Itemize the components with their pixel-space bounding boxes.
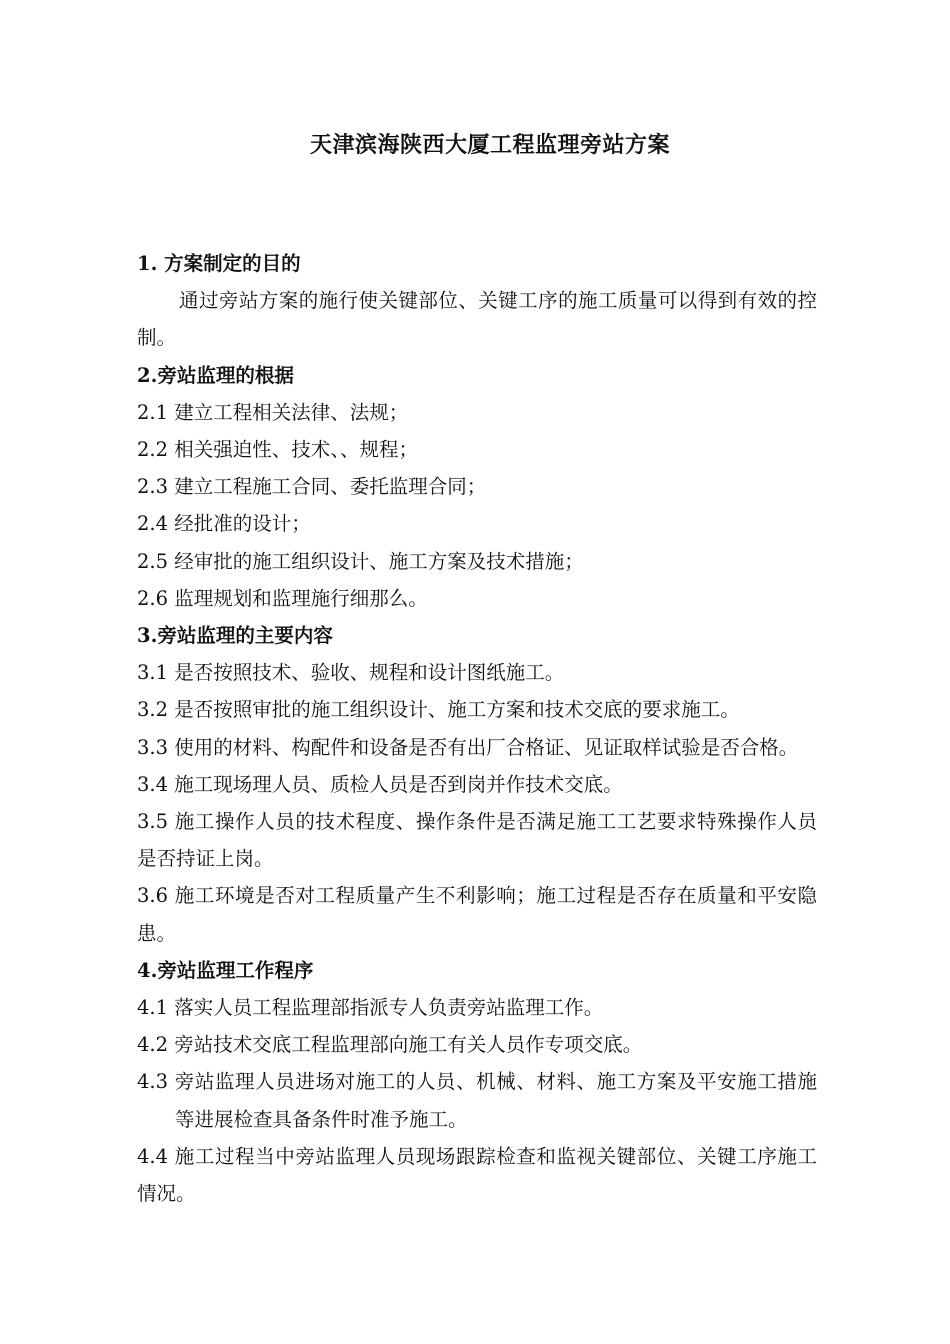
paragraph-purpose: 通过旁站方案的施行使关键部位、关键工序的施工质量可以得到有效的控制。 xyxy=(137,289,817,350)
section-heading-3: 3.旁站监理的主要内容 xyxy=(137,624,333,648)
list-item-3-4: 3.4 施工现场理人员、质检人员是否到岗并作技术交底。 xyxy=(137,772,623,796)
list-item-3-2: 3.2 是否按照审批的施工组织设计、施工方案和技术交底的要求施工。 xyxy=(137,698,740,722)
list-item-2-6: 2.6 监理规划和监理施行细那么。 xyxy=(137,586,428,610)
section-heading-4: 4.旁站监理工作程序 xyxy=(137,958,314,982)
document-title: 天津滨海陕西大厦工程监理旁站方案 xyxy=(309,132,670,158)
list-item-3-1: 3.1 是否按照技术、验收、规程和设计图纸施工。 xyxy=(137,661,565,685)
list-item-3-3: 3.3 使用的材料、构配件和设备是否有出厂合格证、见证取样试验是否合格。 xyxy=(137,735,799,759)
list-item-2-4: 2.4 经批准的设计； xyxy=(137,512,311,536)
list-item-2-2: 2.2 相关强迫性、技术、、规程； xyxy=(137,438,418,462)
list-item-4-3: 4.3 旁站监理人员进场对施工的人员、机械、材料、施工方案及平安施工措施等进展检查具备条件时准予施工。 xyxy=(137,1070,817,1131)
section-heading-2: 2.旁站监理的根据 xyxy=(137,363,294,387)
list-item-2-1: 2.1 建立工程相关法律、法规； xyxy=(137,400,409,424)
section-heading-1: 1. 方案制定的目的 xyxy=(137,252,301,275)
list-item-2-5: 2.5 经审批的施工组织设计、施工方案及技术措施； xyxy=(137,549,584,573)
list-item-3-5: 3.5 施工操作人员的技术程度、操作条件是否满足施工工艺要求特殊操作人员是否持证上岗。 xyxy=(137,810,817,871)
list-item-4-4: 4.4 施工过程当中旁站监理人员现场跟踪检查和监视关键部位、关键工序施工情况。 xyxy=(137,1144,817,1206)
document-body xyxy=(137,245,817,1212)
list-item-4-2: 4.2 旁站技术交底工程监理部向施工有关人员作专项交底。 xyxy=(137,1033,643,1057)
list-item-3-6: 3.6 施工环境是否对工程质量产生不利影响；施工过程是否存在质量和平安隐患。 xyxy=(137,884,817,945)
list-item-4-1: 4.1 落实人员工程监理部指派专人负责旁站监理工作。 xyxy=(137,996,604,1020)
list-item-2-3: 2.3 建立工程施工合同、委托监理合同； xyxy=(137,475,487,499)
